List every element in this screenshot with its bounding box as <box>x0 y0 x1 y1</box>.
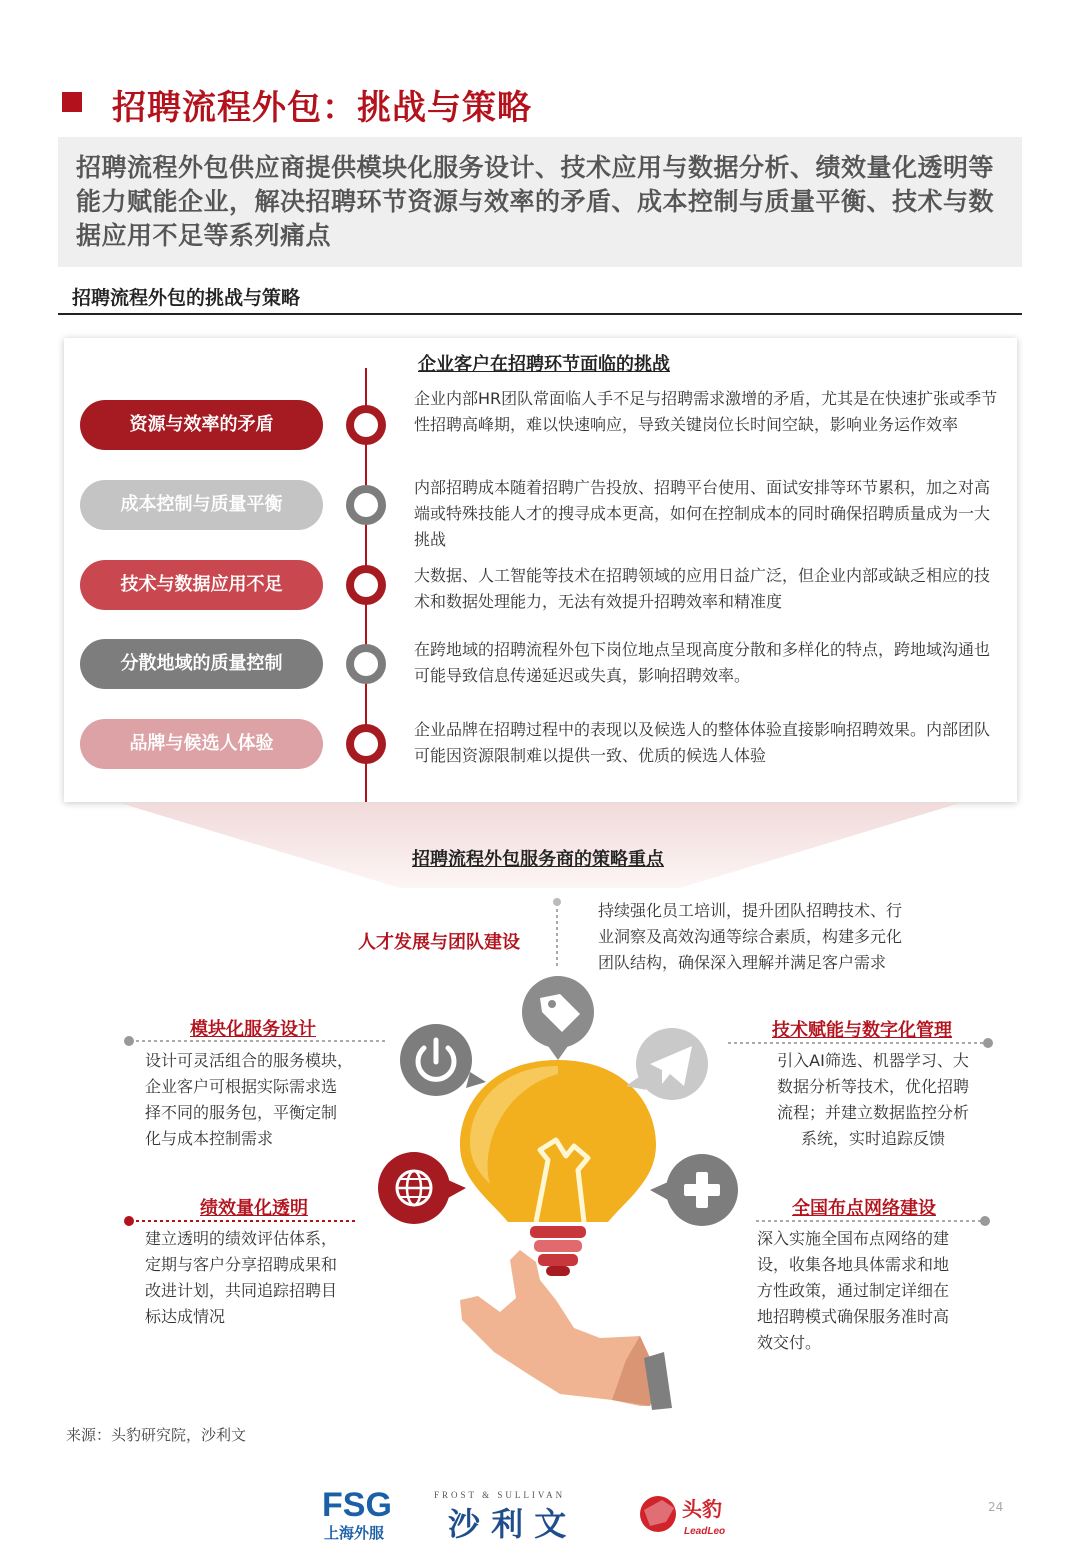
timeline-node <box>346 565 386 605</box>
challenge-pill: 技术与数据应用不足 <box>80 560 323 610</box>
strategy-desc-modular: 设计可灵活组合的服务模块， 企业客户可根据实际需求选 择不同的服务包，平衡定制 化与成本控制需求 <box>145 1051 354 1148</box>
timeline-node <box>346 644 386 684</box>
section-title: 招聘流程外包的挑战与策略 <box>72 287 301 309</box>
title-marker <box>62 92 82 112</box>
strategy-desc-tech: 引入AI筛选、机器学习、大 数据分析等技术，优化招聘 流程；并建立数据监控分析 系统，实时追踪反馈 <box>776 1051 969 1148</box>
page-number: 24 <box>988 1500 1004 1514</box>
svg-text:头豹: 头豹 <box>682 1497 722 1521</box>
footer-logos <box>310 1480 780 1550</box>
challenge-pill: 资源与效率的矛盾 <box>80 400 323 450</box>
strategy-title-performance: 绩效量化透明 <box>200 1198 308 1219</box>
challenge-description: 内部招聘成本随着招聘广告投放、招聘平台使用、面试安排等环节累积，加之对高端或特殊技能人才的搜寻成本更高，如何在控制成本的同时确保招聘质量成为一大挑战 <box>414 478 991 549</box>
connector-dot <box>553 898 561 906</box>
page-title: 招聘流程外包：挑战与策略 <box>112 88 532 128</box>
challenge-description: 大数据、人工智能等技术在招聘领域的应用日益广泛，但企业内部或缺乏相应的技术和数据处理能力，无法有效提升招聘效率和精准度 <box>414 566 991 611</box>
tag-icon <box>522 976 594 1060</box>
challenge-pill: 分散地域的质量控制 <box>80 639 323 689</box>
strategy-desc-performance: 建立透明的绩效评估体系， 定期与客户分享招聘成果和 改进计划，共同追踪招聘目 标达成情况 <box>145 1229 338 1326</box>
connector-dot <box>983 1038 993 1048</box>
frost-sullivan-logo <box>434 1490 566 1543</box>
strategies-heading: 招聘流程外包服务商的策略重点 <box>412 849 664 870</box>
connector-dot <box>980 1216 990 1226</box>
section-divider <box>58 313 1022 315</box>
strategy-title-team: 人才发展与团队建设 <box>358 932 520 953</box>
strategy-title-network: 全国布点网络建设 <box>792 1198 936 1219</box>
bulb-base <box>530 1226 586 1276</box>
globe-icon <box>378 1152 466 1224</box>
challenge-pill: 品牌与候选人体验 <box>80 719 323 769</box>
challenges-panel <box>64 338 1017 802</box>
svg-text:沙 利 文: 沙 利 文 <box>448 1505 567 1543</box>
paper-plane-icon <box>626 1028 708 1100</box>
fsg-logo <box>322 1486 392 1542</box>
strategy-title-modular: 模块化服务设计 <box>190 1019 316 1040</box>
summary-box <box>58 137 1022 267</box>
challenge-description: 企业品牌在招聘过程中的表现以及候选人的整体体验直接影响招聘效果。内部团队可能因资源限制难以提供一致、优质的候选人体验 <box>414 720 991 765</box>
svg-text:LeadLeo: LeadLeo <box>684 1526 726 1537</box>
connector-dot <box>124 1036 134 1046</box>
challenge-description: 在跨地域的招聘流程外包下岗位地点呈现高度分散和多样化的特点，跨地域沟通也可能导致信息传递延迟或失真，影响招聘效率。 <box>414 640 991 685</box>
timeline-node <box>346 405 386 445</box>
challenges-heading: 企业客户在招聘环节面临的挑战 <box>418 354 670 375</box>
leadleo-logo <box>640 1496 725 1537</box>
summary-text: 招聘流程外包供应商提供模块化服务设计、技术应用与数据分析、绩效量化透明等能力赋能企业，解决招聘环节资源与效率的矛盾、成本控制与质量平衡、技术与数据应用不足等系列痛点 <box>76 153 995 250</box>
plus-icon <box>650 1154 738 1226</box>
challenge-description: 企业内部HR团队常面临人手不足与招聘需求激增的矛盾，尤其是在快速扩张或季节性招聘高峰期，难以快速响应，导致关键岗位长时间空缺，影响业务运作效率 <box>414 389 998 434</box>
timeline-node <box>346 724 386 764</box>
svg-text:上海外服: 上海外服 <box>324 1524 385 1542</box>
challenge-pill: 成本控制与质量平衡 <box>80 480 323 530</box>
svg-text:FSG: FSG <box>322 1486 392 1524</box>
source-note: 来源：头豹研究院，沙利文 <box>66 1426 247 1444</box>
power-icon <box>400 1024 486 1096</box>
strategy-desc-network: 深入实施全国布点网络的建 设，收集各地具体需求和地 方性政策，通过制定详细在 地招聘模式确保服务准时高 效交付。 <box>757 1229 950 1352</box>
strategy-title-tech: 技术赋能与数字化管理 <box>772 1020 952 1041</box>
timeline-node <box>346 485 386 525</box>
light-bulb-icon <box>460 1060 656 1222</box>
svg-text:FROST & SULLIVAN: FROST & SULLIVAN <box>434 1490 566 1500</box>
strategy-desc-team: 持续强化员工培训，提升团队招聘技术、行 业洞察及高效沟通等综合素质，构建多元化 团队结构，确保深入理解并满足客户需求 <box>598 901 903 972</box>
connector-dot <box>124 1216 134 1226</box>
